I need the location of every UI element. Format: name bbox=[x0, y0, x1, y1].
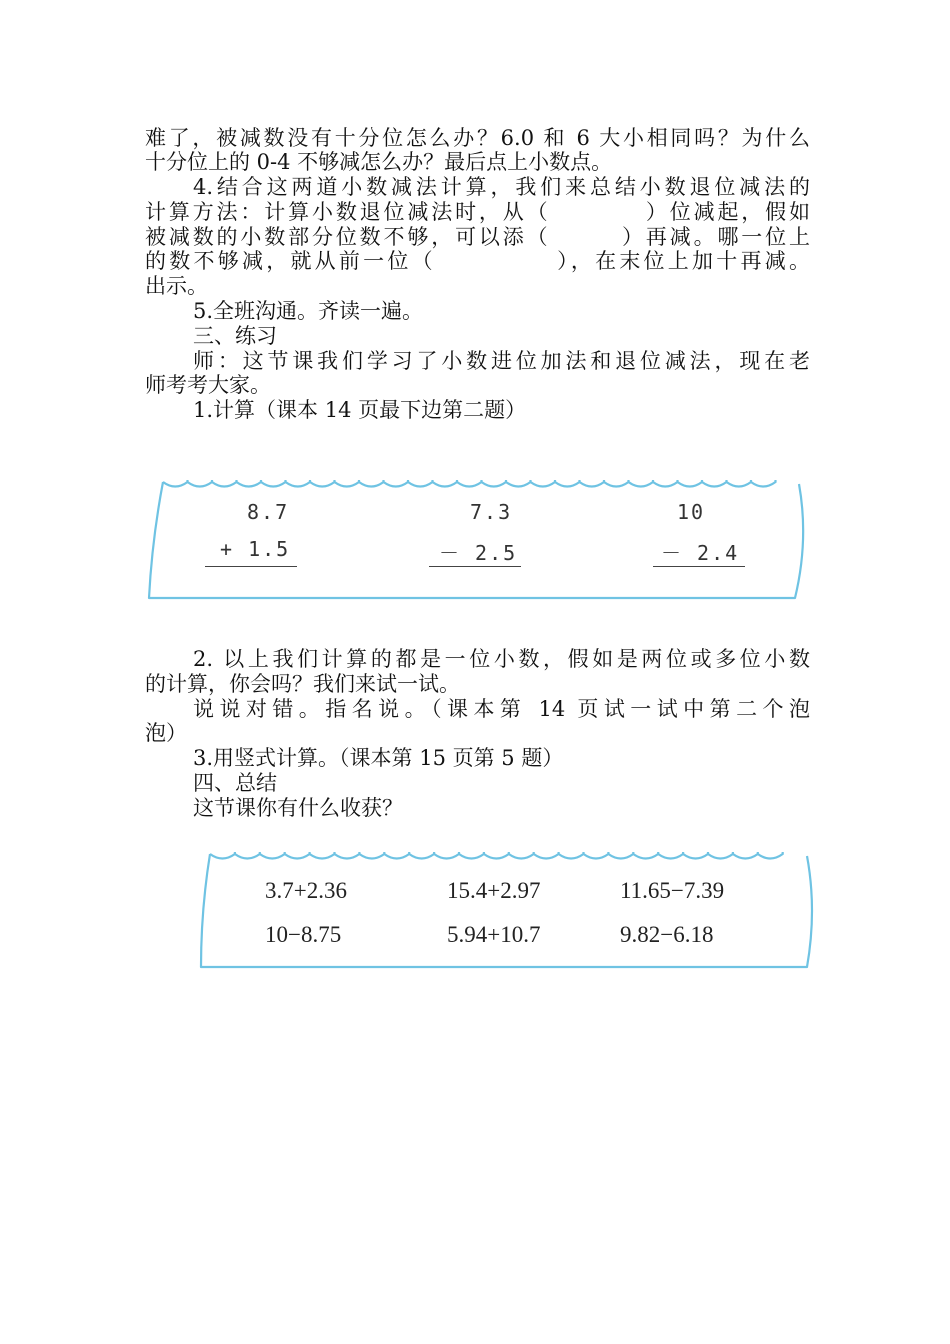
paragraph-line: 这节课你有什么收获？ bbox=[193, 796, 403, 820]
paragraph-line: 说说对错。指名说。（课本第 14 页试一试中第二个泡 bbox=[193, 697, 810, 721]
exercise-box-expressions bbox=[195, 842, 815, 972]
problem-3-top: 10 bbox=[677, 500, 706, 524]
problem-3-bottom: － 2.4 bbox=[661, 541, 740, 565]
problem-2-top: 7.3 bbox=[470, 500, 513, 524]
paragraph-line: 泡） bbox=[145, 721, 187, 745]
section-heading: 四、总结 bbox=[193, 771, 277, 795]
expression-3: 11.65−7.39 bbox=[620, 878, 725, 903]
expression-5: 5.94+10.7 bbox=[447, 922, 541, 947]
paragraph-line: 计算方法：计算小数退位减法时，从（ ）位减起，假如 bbox=[145, 200, 810, 224]
paragraph-line: 师：这节课我们学习了小数进位加法和退位减法，现在老 bbox=[193, 349, 810, 373]
problem-3-rule bbox=[653, 566, 745, 567]
problem-1-rule bbox=[205, 566, 297, 567]
exercise-box-vertical bbox=[145, 470, 810, 606]
problem-2-rule bbox=[429, 566, 521, 567]
problem-2-bottom: － 2.5 bbox=[439, 541, 518, 565]
paragraph-line: 1.计算（课本 14 页最下边第二题） bbox=[193, 398, 527, 422]
section-heading: 三、练习 bbox=[193, 324, 277, 348]
problem-1-bottom: + 1.5 bbox=[220, 537, 291, 561]
paragraph-line: 的数不够减，就从前一位（ ），在末位上加十再减。 bbox=[145, 249, 810, 273]
expression-4: 10−8.75 bbox=[265, 922, 342, 947]
paragraph-line: 被减数的小数部分位数不够，可以添（ ）再减。哪一位上 bbox=[145, 225, 810, 249]
paragraph-line: 4.结合这两道小数减法计算，我们来总结小数退位减法的 bbox=[193, 175, 810, 199]
problem-1-top: 8.7 bbox=[247, 500, 290, 524]
paragraph-line: 的计算，你会吗？我们来试一试。 bbox=[145, 672, 460, 696]
paragraph-line: 十分位上的 0-4 不够减怎么办？最后点上小数点。 bbox=[145, 150, 613, 174]
expression-2: 15.4+2.97 bbox=[447, 878, 541, 903]
expression-1: 3.7+2.36 bbox=[265, 878, 347, 903]
paragraph-line: 3.用竖式计算。（课本第 15 页第 5 题） bbox=[193, 746, 564, 770]
exercise-box-frame bbox=[195, 842, 815, 972]
expression-6: 9.82−6.18 bbox=[620, 922, 714, 947]
paragraph-line: 2. 以上我们计算的都是一位小数，假如是两位或多位小数 bbox=[193, 647, 810, 671]
paragraph-line: 出示。 bbox=[145, 274, 208, 298]
paragraph-line: 5.全班沟通。齐读一遍。 bbox=[193, 299, 424, 323]
paragraph-line: 师考考大家。 bbox=[145, 373, 271, 397]
paragraph-line: 难了，被减数没有十分位怎么办？6.0 和 6 大小相同吗？为什么 bbox=[145, 126, 810, 150]
